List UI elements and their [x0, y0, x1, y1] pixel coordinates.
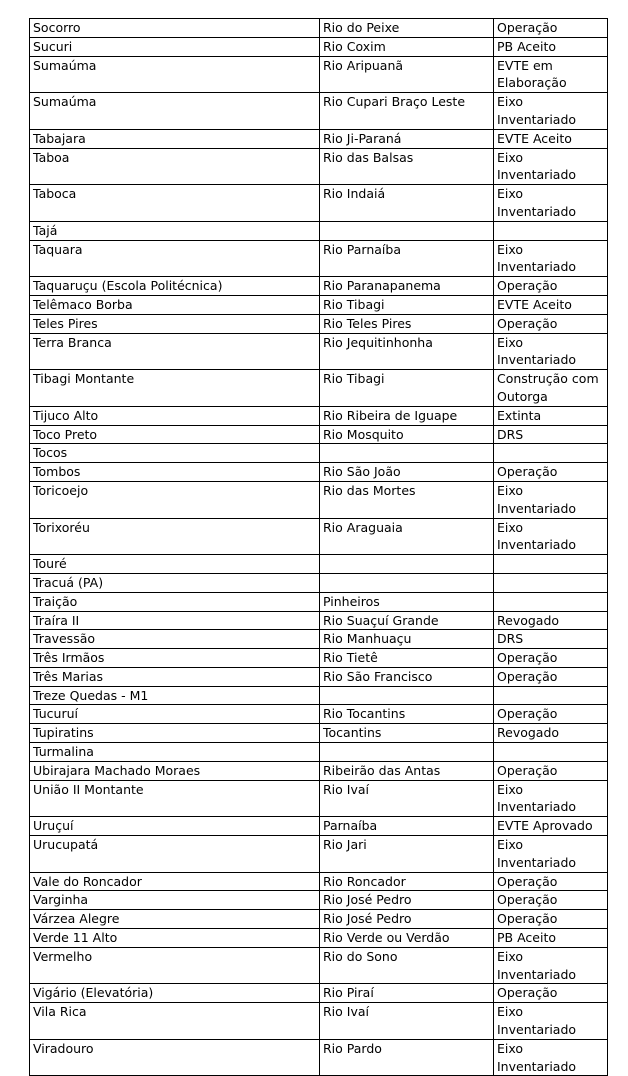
status-cell: Eixo Inventariado — [494, 240, 608, 277]
table-row — [30, 56, 608, 93]
table-row — [30, 817, 608, 836]
table-row — [30, 221, 608, 240]
table-row — [30, 19, 608, 38]
plant-name-cell: União II Montante — [30, 780, 320, 817]
status-cell: Eixo Inventariado — [494, 836, 608, 873]
status-cell: Eixo Inventariado — [494, 1003, 608, 1040]
status-cell: Operação — [494, 463, 608, 482]
plant-name-cell: Viradouro — [30, 1039, 320, 1076]
river-cell: Tocantins — [320, 724, 494, 743]
river-cell: Rio Jari — [320, 836, 494, 873]
table-row — [30, 481, 608, 518]
table-row — [30, 148, 608, 185]
status-cell: Eixo Inventariado — [494, 148, 608, 185]
plant-name-cell: Sumaúma — [30, 56, 320, 93]
plant-name-cell: Sucuri — [30, 37, 320, 56]
status-cell: EVTE em Elaboração — [494, 56, 608, 93]
river-cell: Rio das Mortes — [320, 481, 494, 518]
river-cell — [320, 221, 494, 240]
table-row — [30, 743, 608, 762]
river-cell: Rio Ji-Paraná — [320, 129, 494, 148]
status-cell — [494, 592, 608, 611]
river-cell — [320, 555, 494, 574]
status-cell — [494, 221, 608, 240]
river-cell: Rio São Francisco — [320, 667, 494, 686]
status-cell: Operação — [494, 314, 608, 333]
table-row — [30, 984, 608, 1003]
river-cell: Rio Jequitinhonha — [320, 333, 494, 370]
plant-name-cell: Toco Preto — [30, 425, 320, 444]
table-row — [30, 37, 608, 56]
table-row — [30, 667, 608, 686]
river-cell: Rio Tietê — [320, 649, 494, 668]
table-row — [30, 910, 608, 929]
river-cell: Rio Tocantins — [320, 705, 494, 724]
river-cell: Rio Aripuanã — [320, 56, 494, 93]
status-cell — [494, 444, 608, 463]
table-row — [30, 295, 608, 314]
plant-name-cell: Tabajara — [30, 129, 320, 148]
status-cell: Eixo Inventariado — [494, 93, 608, 130]
table-row — [30, 872, 608, 891]
table-row — [30, 185, 608, 222]
plant-name-cell: Turmalina — [30, 743, 320, 762]
status-cell — [494, 573, 608, 592]
table-row — [30, 649, 608, 668]
river-cell: Rio do Peixe — [320, 19, 494, 38]
status-cell: Eixo Inventariado — [494, 185, 608, 222]
table-row — [30, 277, 608, 296]
plant-name-cell: Taboa — [30, 148, 320, 185]
status-cell: Extinta — [494, 406, 608, 425]
status-cell: Eixo Inventariado — [494, 780, 608, 817]
plant-name-cell: Taboca — [30, 185, 320, 222]
plant-name-cell: Verde 11 Alto — [30, 929, 320, 948]
table-row — [30, 240, 608, 277]
river-cell: Rio Manhuaçu — [320, 630, 494, 649]
status-cell: Eixo Inventariado — [494, 1039, 608, 1076]
table-row — [30, 947, 608, 984]
status-cell: Operação — [494, 667, 608, 686]
river-cell: Rio Ivaí — [320, 780, 494, 817]
status-cell: Eixo Inventariado — [494, 947, 608, 984]
plant-name-cell: Uruçuí — [30, 817, 320, 836]
plant-name-cell: Tajá — [30, 221, 320, 240]
plant-name-cell: Travessão — [30, 630, 320, 649]
table-row — [30, 425, 608, 444]
river-cell: Parnaíba — [320, 817, 494, 836]
table-row — [30, 836, 608, 873]
river-cell: Rio Parnaíba — [320, 240, 494, 277]
table-row — [30, 314, 608, 333]
plant-name-cell: Várzea Alegre — [30, 910, 320, 929]
plant-name-cell: Tracuá (PA) — [30, 573, 320, 592]
river-cell — [320, 743, 494, 762]
plant-name-cell: Traíra II — [30, 611, 320, 630]
table-row — [30, 129, 608, 148]
status-cell: Operação — [494, 277, 608, 296]
table-row — [30, 630, 608, 649]
plant-name-cell: Vigário (Elevatória) — [30, 984, 320, 1003]
river-cell: Rio Araguaia — [320, 518, 494, 555]
table-row — [30, 555, 608, 574]
status-cell — [494, 686, 608, 705]
plant-name-cell: Vila Rica — [30, 1003, 320, 1040]
table-body — [30, 19, 608, 1076]
plant-name-cell: Tombos — [30, 463, 320, 482]
table-row — [30, 891, 608, 910]
river-cell: Rio Piraí — [320, 984, 494, 1003]
plant-name-cell: Ubirajara Machado Moraes — [30, 761, 320, 780]
table-row — [30, 761, 608, 780]
plant-name-cell: Toricoejo — [30, 481, 320, 518]
table-row — [30, 686, 608, 705]
table-row — [30, 1003, 608, 1040]
table-row — [30, 724, 608, 743]
river-cell: Rio Cupari Braço Leste — [320, 93, 494, 130]
status-cell: DRS — [494, 630, 608, 649]
river-cell — [320, 444, 494, 463]
status-cell: EVTE Aceito — [494, 295, 608, 314]
plant-name-cell: Traição — [30, 592, 320, 611]
status-cell: Operação — [494, 649, 608, 668]
status-cell: Operação — [494, 910, 608, 929]
table-row — [30, 592, 608, 611]
plant-name-cell: Treze Quedas - M1 — [30, 686, 320, 705]
river-cell: Pinheiros — [320, 592, 494, 611]
plant-name-cell: Três Irmãos — [30, 649, 320, 668]
table-row — [30, 444, 608, 463]
river-cell: Rio Indaiá — [320, 185, 494, 222]
river-cell: Rio Suaçuí Grande — [320, 611, 494, 630]
river-cell: Ribeirão das Antas — [320, 761, 494, 780]
river-cell: Rio Coxim — [320, 37, 494, 56]
river-cell: Rio Mosquito — [320, 425, 494, 444]
river-cell: Rio José Pedro — [320, 891, 494, 910]
hydropower-table — [29, 18, 608, 1076]
table-row — [30, 93, 608, 130]
table-row — [30, 780, 608, 817]
status-cell: PB Aceito — [494, 929, 608, 948]
table-row — [30, 929, 608, 948]
plant-name-cell: Sumaúma — [30, 93, 320, 130]
status-cell: Construção com Outorga — [494, 370, 608, 407]
plant-name-cell: Taquara — [30, 240, 320, 277]
status-cell: Operação — [494, 872, 608, 891]
plant-name-cell: Touré — [30, 555, 320, 574]
river-cell: Rio Ribeira de Iguape — [320, 406, 494, 425]
status-cell: Operação — [494, 891, 608, 910]
table-row — [30, 705, 608, 724]
river-cell: Rio Teles Pires — [320, 314, 494, 333]
table-row — [30, 518, 608, 555]
plant-name-cell: Tibagi Montante — [30, 370, 320, 407]
river-cell: Rio Verde ou Verdão — [320, 929, 494, 948]
river-cell: Rio do Sono — [320, 947, 494, 984]
plant-name-cell: Telêmaco Borba — [30, 295, 320, 314]
river-cell: Rio das Balsas — [320, 148, 494, 185]
river-cell: Rio Ivaí — [320, 1003, 494, 1040]
table-row — [30, 406, 608, 425]
plant-name-cell: Varginha — [30, 891, 320, 910]
status-cell — [494, 743, 608, 762]
status-cell: Eixo Inventariado — [494, 481, 608, 518]
plant-name-cell: Terra Branca — [30, 333, 320, 370]
status-cell: Operação — [494, 19, 608, 38]
status-cell: DRS — [494, 425, 608, 444]
river-cell: Rio José Pedro — [320, 910, 494, 929]
status-cell: Eixo Inventariado — [494, 333, 608, 370]
status-cell: Operação — [494, 761, 608, 780]
plant-name-cell: Teles Pires — [30, 314, 320, 333]
status-cell: Revogado — [494, 611, 608, 630]
status-cell: Revogado — [494, 724, 608, 743]
plant-name-cell: Tijuco Alto — [30, 406, 320, 425]
river-cell: Rio Tibagi — [320, 295, 494, 314]
river-cell: Rio Pardo — [320, 1039, 494, 1076]
plant-name-cell: Vermelho — [30, 947, 320, 984]
table-row — [30, 333, 608, 370]
status-cell: EVTE Aprovado — [494, 817, 608, 836]
plant-name-cell: Socorro — [30, 19, 320, 38]
table-row — [30, 573, 608, 592]
plant-name-cell: Torixoréu — [30, 518, 320, 555]
plant-name-cell: Urucupatá — [30, 836, 320, 873]
river-cell — [320, 573, 494, 592]
plant-name-cell: Tupiratins — [30, 724, 320, 743]
status-cell: Operação — [494, 705, 608, 724]
table-row — [30, 463, 608, 482]
plant-name-cell: Tocos — [30, 444, 320, 463]
status-cell: EVTE Aceito — [494, 129, 608, 148]
plant-name-cell: Taquaruçu (Escola Politécnica) — [30, 277, 320, 296]
river-cell: Rio Tibagi — [320, 370, 494, 407]
river-cell: Rio Roncador — [320, 872, 494, 891]
table-row — [30, 611, 608, 630]
status-cell: Operação — [494, 984, 608, 1003]
table-row — [30, 370, 608, 407]
river-cell: Rio Paranapanema — [320, 277, 494, 296]
plant-name-cell: Vale do Roncador — [30, 872, 320, 891]
river-cell: Rio São João — [320, 463, 494, 482]
plant-name-cell: Tucuruí — [30, 705, 320, 724]
table-row — [30, 1039, 608, 1076]
river-cell — [320, 686, 494, 705]
status-cell: Eixo Inventariado — [494, 518, 608, 555]
plant-name-cell: Três Marias — [30, 667, 320, 686]
status-cell — [494, 555, 608, 574]
status-cell: PB Aceito — [494, 37, 608, 56]
